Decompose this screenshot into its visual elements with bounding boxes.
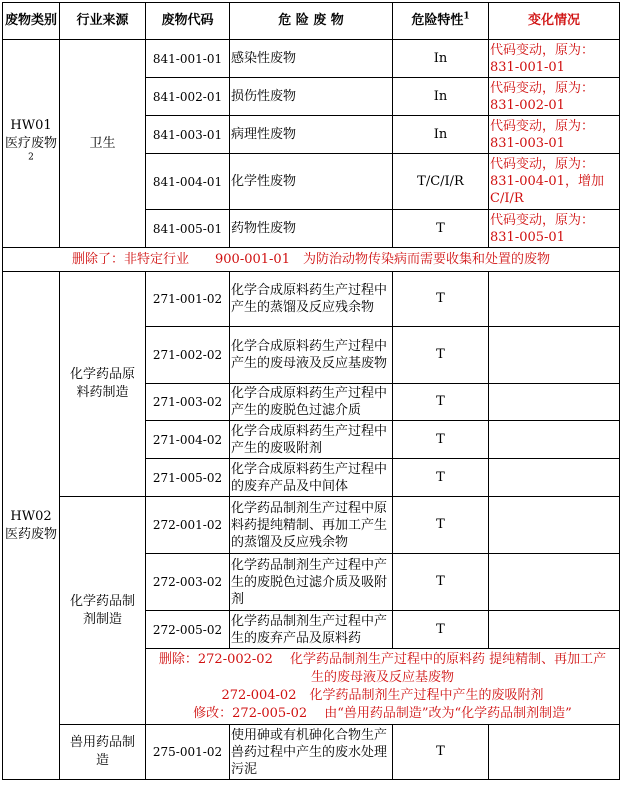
- header-industry: 行业来源: [60, 3, 146, 40]
- industry-veterinary: 兽用药品制造: [60, 725, 146, 780]
- hazard-value: T: [393, 384, 489, 421]
- change-note: [489, 611, 620, 649]
- category-name: [3, 135, 59, 171]
- change-note: [489, 421, 620, 459]
- waste-code: 841-004-01: [146, 154, 230, 210]
- category-hw01: [3, 40, 60, 248]
- hazard-value: T: [393, 497, 489, 554]
- waste-code: 272-003-02: [146, 554, 230, 611]
- deletion-note: 删除了：非特定行业 900-001-01 为防治动物传染病而需要收集和处置的废物: [3, 248, 620, 272]
- header-code: 废物代码: [146, 3, 230, 40]
- table-row: [3, 497, 620, 554]
- hazard-value: T: [393, 459, 489, 497]
- change-note: [489, 725, 620, 780]
- change-note: 代码变动，原为：831-005-01: [489, 210, 620, 248]
- waste-code: 841-001-01: [146, 40, 230, 78]
- category-code: HW02: [10, 508, 52, 524]
- industry-health: 卫生: [60, 40, 146, 248]
- header-row: [3, 3, 620, 40]
- waste-code: 271-002-02: [146, 327, 230, 384]
- waste-desc: 化学药品制剂生产过程中原料药提纯精制、再加工产生的蒸馏及反应残余物: [230, 497, 393, 554]
- waste-desc: 化学合成原料药生产过程中产生的废母液及反应基废物: [230, 327, 393, 384]
- waste-desc: 损伤性废物: [230, 78, 393, 116]
- modification-note: [146, 649, 620, 725]
- change-note: [489, 554, 620, 611]
- waste-code: 271-004-02: [146, 421, 230, 459]
- hazard-value: In: [393, 116, 489, 154]
- hazard-value: T: [393, 421, 489, 459]
- header-hazard: [393, 3, 489, 40]
- header-waste: 危 险 废 物: [230, 3, 393, 40]
- waste-desc: 化学合成原料药生产过程中产生的蒸馏及反应残余物: [230, 272, 393, 327]
- mod-line-4: 修改：272-005-02 由“兽用药品制造”改为“化学药品制剂制造”: [193, 705, 572, 721]
- hazard-value: In: [393, 78, 489, 116]
- mod-line-3: 272-004-02 化学药品制剂生产过程中产生的废吸附剂: [221, 687, 544, 703]
- header-hazard-label: 危险特性: [411, 13, 464, 28]
- waste-code: 271-005-02: [146, 459, 230, 497]
- waste-code: 271-003-02: [146, 384, 230, 421]
- waste-code: 275-001-02: [146, 725, 230, 780]
- waste-code: 272-005-02: [146, 611, 230, 649]
- change-note: [489, 327, 620, 384]
- industry-chem-api: 化学药品原料药制造: [60, 272, 146, 497]
- table-row: [3, 272, 620, 327]
- mod-line-2: 生的废母液及反应基废物: [310, 669, 454, 685]
- deletion-note-row: [3, 248, 620, 272]
- category-name-text: 医疗废物: [4, 135, 57, 151]
- change-note: [489, 384, 620, 421]
- waste-desc: 化学合成原料药生产过程中产生的废脱色过滤介质: [230, 384, 393, 421]
- waste-desc: 化学合成原料药生产过程中产生的废吸附剂: [230, 421, 393, 459]
- header-category: 废物类别: [3, 3, 60, 40]
- waste-desc: 化学药品制剂生产过程中产生的废脱色过滤介质及吸附剂: [230, 554, 393, 611]
- change-note: 代码变动，原为：831-002-01: [489, 78, 620, 116]
- waste-desc: 药物性废物: [230, 210, 393, 248]
- waste-desc: 化学合成原料药生产过程中的废弃产品及中间体: [230, 459, 393, 497]
- table-row: [3, 725, 620, 780]
- change-note: 代码变动，原为：831-004-01，增加C/I/R: [489, 154, 620, 210]
- industry-chem-formulation: 化学药品制剂制造: [60, 497, 146, 725]
- hazard-value: T: [393, 725, 489, 780]
- waste-code: 272-001-02: [146, 497, 230, 554]
- hazard-value: T: [393, 327, 489, 384]
- hazard-value: T/C/I/R: [393, 154, 489, 210]
- change-note: [489, 459, 620, 497]
- hazard-value: T: [393, 611, 489, 649]
- change-note: [489, 272, 620, 327]
- category-code: HW01: [10, 117, 52, 133]
- waste-desc: 使用砷或有机砷化合物生产兽药过程中产生的废水处理污泥: [230, 725, 393, 780]
- category-name-sup: 2: [28, 152, 34, 163]
- waste-code: 271-001-02: [146, 272, 230, 327]
- mod-line-1: 删除：272-002-02 化学药品制剂生产过程中的原料药 提纯精制、再加工产: [158, 651, 607, 667]
- category-hw02: [3, 272, 60, 780]
- waste-code: 841-003-01: [146, 116, 230, 154]
- change-note: 代码变动，原为：831-003-01: [489, 116, 620, 154]
- category-name: 医药废物: [4, 526, 57, 542]
- hazard-value: In: [393, 40, 489, 78]
- hazard-value: T: [393, 210, 489, 248]
- change-note: [489, 497, 620, 554]
- hazardous-waste-table: [2, 2, 620, 780]
- table-row: [3, 40, 620, 78]
- hazard-value: T: [393, 272, 489, 327]
- waste-code: 841-002-01: [146, 78, 230, 116]
- waste-desc: 病理性废物: [230, 116, 393, 154]
- header-hazard-sup: 1: [463, 11, 470, 22]
- waste-code: 841-005-01: [146, 210, 230, 248]
- waste-desc: 化学药品制剂生产过程中产生的废弃产品及原料药: [230, 611, 393, 649]
- change-note: 代码变动，原为：831-001-01: [489, 40, 620, 78]
- hazard-value: T: [393, 554, 489, 611]
- waste-desc: 感染性废物: [230, 40, 393, 78]
- waste-desc: 化学性废物: [230, 154, 393, 210]
- header-change: 变化情况: [489, 3, 620, 40]
